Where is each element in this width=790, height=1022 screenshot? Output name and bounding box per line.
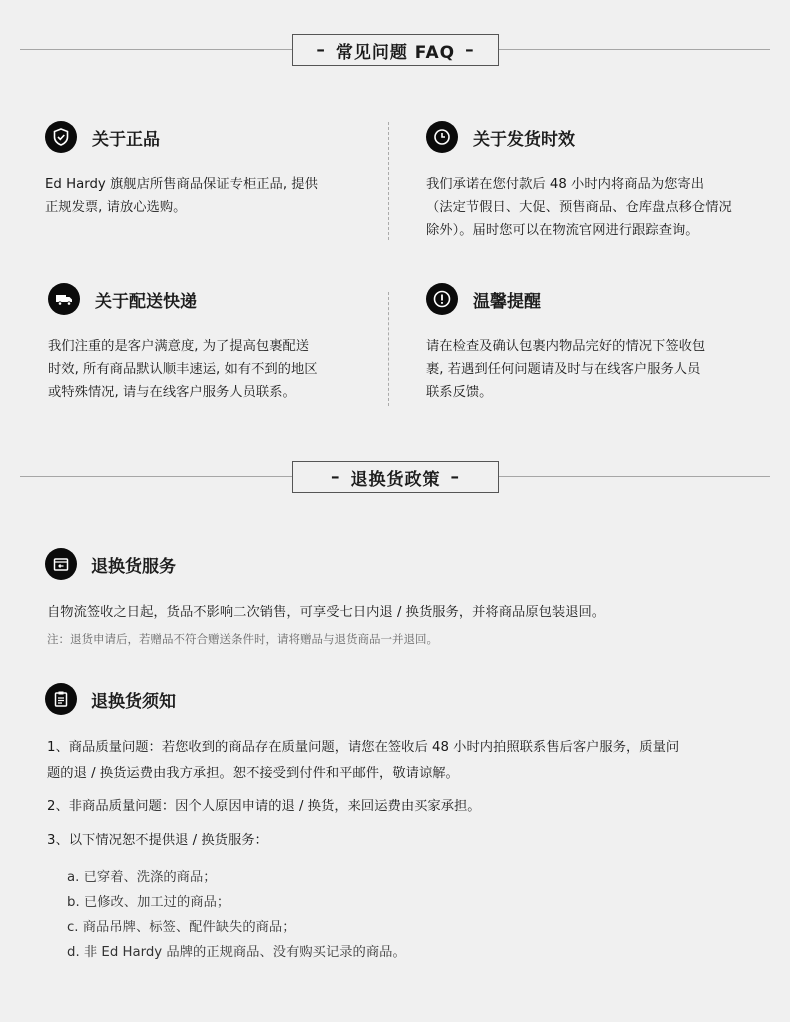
faq-authentic — [45, 121, 375, 219]
shield-check-icon — [45, 121, 77, 153]
faq-header-box — [292, 34, 499, 66]
return-service-heading — [45, 548, 176, 580]
faq-section-header — [20, 34, 770, 66]
dash-left: – — [331, 467, 341, 487]
faq-title: 温馨提醒 — [473, 291, 541, 312]
column-divider — [388, 292, 389, 406]
faq-line: （法定节假日、大促、预售商品、仓库盘点移仓情况 — [426, 200, 732, 215]
notice-line: 题的退 / 换货运费由我方承担。恕不接受到付件和平邮件，敬请谅解。 — [47, 766, 459, 781]
dash-right: – — [465, 40, 475, 60]
notice-item-1 — [47, 735, 747, 787]
clock-icon — [426, 121, 458, 153]
faq-line: 裹, 若遇到任何问题请及时与在线客户服务人员 — [426, 362, 701, 377]
faq-reminder — [426, 283, 766, 404]
policy-section-header — [20, 461, 770, 493]
faq-line: 请在检查及确认包裹内物品完好的情况下签收包 — [426, 339, 706, 354]
dash-left: – — [316, 40, 326, 60]
dash-right: – — [450, 467, 460, 487]
faq-line: Ed Hardy 旗舰店所售商品保证专柜正品, 提供 — [45, 177, 318, 192]
faq-line: 除外）。届时您可以在物流官网进行跟踪查询。 — [426, 223, 699, 238]
policy-header-box — [292, 461, 499, 493]
faq-header-title: 常见问题 FAQ — [335, 42, 456, 63]
faq-delivery — [48, 283, 378, 404]
notice-line: 1、商品质量问题：若您收到的商品存在质量问题，请您在签收后 48 小时内拍照联系售后客户服务，质量问 — [47, 740, 680, 755]
clipboard-icon — [45, 683, 77, 715]
faq-title: 关于正品 — [92, 129, 160, 150]
notice-sub-item: d. 非 Ed Hardy 品牌的正规商品、没有购买记录的商品。 — [67, 945, 406, 960]
faq-title: 关于发货时效 — [473, 129, 575, 150]
faq-line: 时效, 所有商品默认顺丰速运, 如有不到的地区 — [48, 362, 318, 377]
faq-line: 或特殊情况, 请与在线客户服务人员联系。 — [48, 385, 296, 400]
return-notice-heading — [45, 683, 176, 715]
notice-sub-item: c. 商品吊牌、标签、配件缺失的商品； — [67, 920, 296, 935]
faq-line: 联系反馈。 — [426, 385, 493, 400]
notice-sub-item: b. 已修改、加工过的商品； — [67, 895, 231, 910]
faq-line: 我们承诺在您付款后 48 小时内将商品为您寄出 — [426, 177, 705, 192]
return-box-icon — [45, 548, 77, 580]
notice-item-2: 2、非商品质量问题：因个人原因申请的退 / 换货，来回运费由买家承担。 — [47, 799, 481, 814]
truck-icon — [48, 283, 80, 315]
faq-title: 关于配送快递 — [95, 291, 197, 312]
column-divider — [388, 122, 389, 240]
return-service-title: 退换货服务 — [91, 556, 176, 577]
faq-line: 我们注重的是客户满意度, 为了提高包裹配送 — [48, 339, 310, 354]
return-notice-title: 退换货须知 — [91, 691, 176, 712]
return-service-text: 自物流签收之日起，货品不影响二次销售，可享受七日内退 / 换货服务，并将商品原包装退回。 — [47, 605, 606, 620]
faq-shipping-time — [426, 121, 766, 242]
policy-header-title: 退换货政策 — [350, 469, 441, 490]
return-service-note: 注：退货申请后，若赠品不符合赠送条件时，请将赠品与退货商品一并退回。 — [47, 632, 438, 646]
faq-line: 正规发票, 请放心选购。 — [45, 200, 187, 215]
notice-sub-item: a. 已穿着、洗涤的商品； — [67, 870, 217, 885]
notice-item-3: 3、以下情况恕不提供退 / 换货服务： — [47, 833, 268, 848]
alert-icon — [426, 283, 458, 315]
